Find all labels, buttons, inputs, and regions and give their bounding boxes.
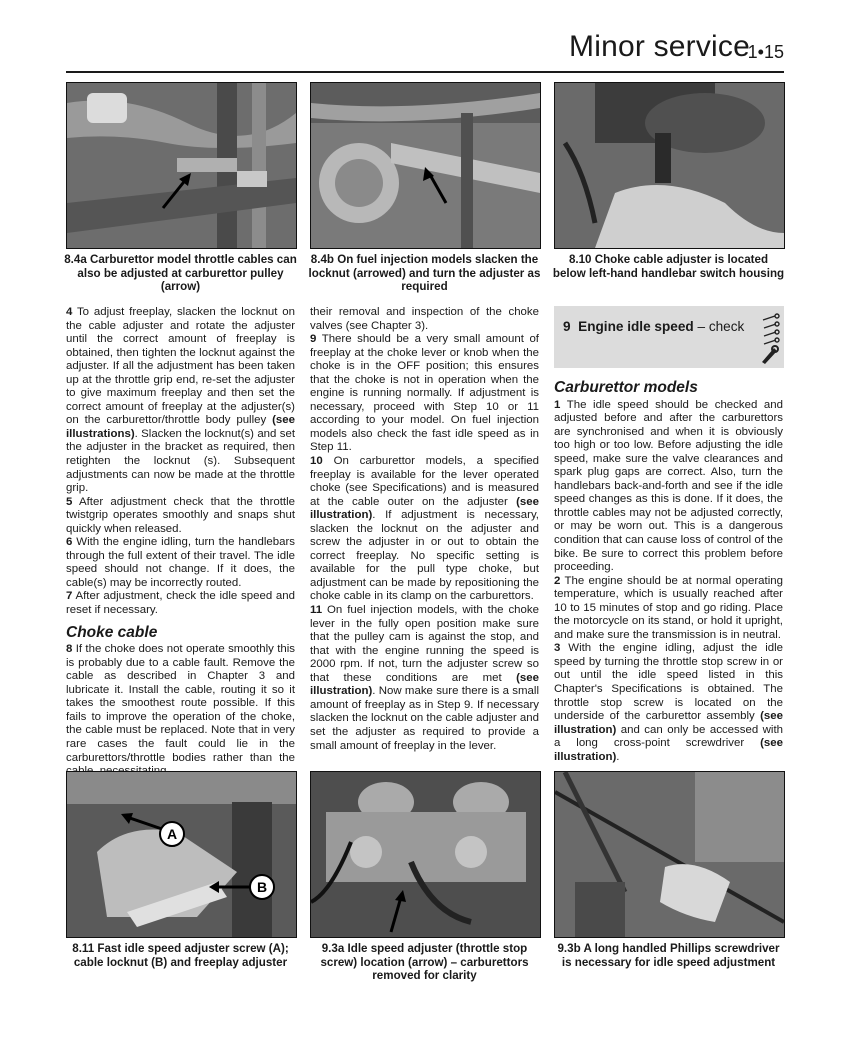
carburettor-models-heading: Carburettor models: [554, 379, 698, 396]
step-4: 4 To adjust freeplay, slacken the locknut on the cable adjuster and rotate the adjuster until the correct amount of freeplay is obtained, then tighten the locknut against the adjuster. If all the adjustment has been taken up at the throttle grip end, re-set the adjuster to give maximum freeplay and then set the correct amount of freeplay at the adjuster(s) on the carburettor/throttle body pulley (see illustrations). Slacken the locknut(s) and set the adjuster in the bracket as required, then retighten the locknut (s). Subsequent adjustments can now be made at the throttle grip.: [66, 306, 295, 495]
step-11: 11 On fuel injection models, with the choke lever in the fully open position make sure that the pulley cam is against the stop, and that with the engine running the speed is 2000 rpm. If not, turn the adjuster screw so that these conditions are met (see illustration). Now make sure there is a small amount of freeplay as in Step 9. If necessary slacken the locknut on the cable adjuster and set the adjuster as required to provide a small amount of freeplay in the lever.: [310, 604, 539, 752]
caption-9-3a: 9.3a Idle speed adjuster (throttle stop screw) location (arrow) – carburettors removed for clarity: [320, 942, 529, 983]
section-box-idle-speed: [554, 306, 784, 368]
step-9: 9 There should be a very small amount of freeplay at the choke lever or knob when the choke is in the OFF position; this ensures that the choke is not in operation when the engine is running normally. If adjustment is necessary, proceed with Step 10 or 11 according to your model. On fuel injection models also check the fast idle speed as in Step 11.: [310, 333, 539, 454]
step-8: 8 If the choke does not operate smoothly this is probably due to a cable fault. Remove the cable as described in Chapter 3 and lubricate it. Install the cable, routing it so it takes the smoothest route possible. If this fails to improve the operation of the choke, the cable must be replaced. Note that in very rare cases the fault could lie in the carburettors/throttle bodies rather than the: [66, 643, 296, 764]
difficulty-wrench-icon: [760, 312, 780, 364]
step-6: 6 With the engine idling, turn the handlebars through the full extent of their travel. The idle speed should not change. If it does, the cable(s) may be incorrectly routed.: [66, 536, 295, 589]
step-10: 10 On carburettor models, a specified freeplay is available for the lever operated choke (see Specifications) and is measured at the cable outer on the adjuster (see illustration). If adjustment is necessary, slacken the locknut on the adjuster and screw the adjuster in or out to obtain the correct freeplay. No specific setting is available for the pull type choke, but adjustment can be made by repositioning the choke cable in its clamp on the carburettors.: [310, 455, 539, 603]
caption-8-11: 8.11 Fast idle speed adjuster screw (A); cable locknut (B) and freeplay adjuster: [72, 942, 289, 969]
column-2: [310, 306, 539, 753]
column-3: [554, 381, 783, 764]
caption-8-10: 8.10 Choke cable adjuster is located below left-hand handlebar switch housing: [552, 253, 785, 280]
step-5: 5 After adjustment check that the throttle twistgrip operates smoothly and snaps shut quickly when released.: [66, 495, 296, 535]
label-b: B: [256, 879, 268, 895]
caption-8-4b: 8.4b On fuel injection models slacken the locknut (arrowed) and turn the adjuster as required: [308, 253, 541, 294]
page-title: Minor service: [569, 30, 750, 63]
step-1: 1 The idle speed should be checked and adjusted before and after the carburettors are synchronised and when it is obviously too high or too low. Before adjusting the idle speed, make sure the valve clearances and spark plug gaps are correct. Also, turn the handlebars back-and-forth and see if the idle speed changes as this is done. If it does, the throttle cables may not be adjusted correctly, or may be worn out. This is a dangerous condition that can cause loss of control of the bike. Be sure to correct this problem before proceeding.: [554, 398, 783, 574]
caption-9-3b: 9.3b A long handled Phillips screwdriver is necessary for idle speed adjustment: [557, 942, 780, 969]
page-number: 1•15: [747, 42, 784, 62]
caption-8-4a: 8.4a Carburettor model throttle cables can also be adjusted at carburettor pulley (arrow): [64, 253, 297, 294]
step-8-cont: their removal and inspection of the choke valves (see Chapter 3).: [310, 306, 539, 332]
photo-8-4a: [66, 82, 297, 249]
photo-8-10: [554, 82, 785, 249]
column-1: [66, 306, 295, 779]
step-2: 2 The engine should be at normal operating temperature, which is usually reached after 10 to 15 minutes of stop and go riding. Place the motorcycle on its stand, or hold it upright, and make sure the transmission is in neutral.: [554, 574, 783, 641]
header-rule: [66, 71, 784, 73]
photo-9-3a: [310, 771, 541, 938]
photo-8-4b: [310, 82, 541, 249]
photo-8-11: [66, 771, 297, 938]
photo-9-3b: [554, 771, 785, 938]
label-a: A: [166, 826, 178, 842]
choke-cable-heading: Choke cable: [66, 623, 158, 641]
step-7: 7 After adjustment, check the idle speed and reset if necessary.: [66, 590, 295, 617]
section-title: 9 Engine idle speed – check: [563, 319, 745, 334]
step-3: 3 With the engine idling, adjust the idle speed by turning the throttle stop screw in or out until the idle speed listed in this Chapter's Specifications is obtained. The throttle stop screw is located on the underside of the carburettor assembly (see illustration) and can only be accessed with a long cross-point screwdriver (see illustration).: [554, 642, 784, 763]
